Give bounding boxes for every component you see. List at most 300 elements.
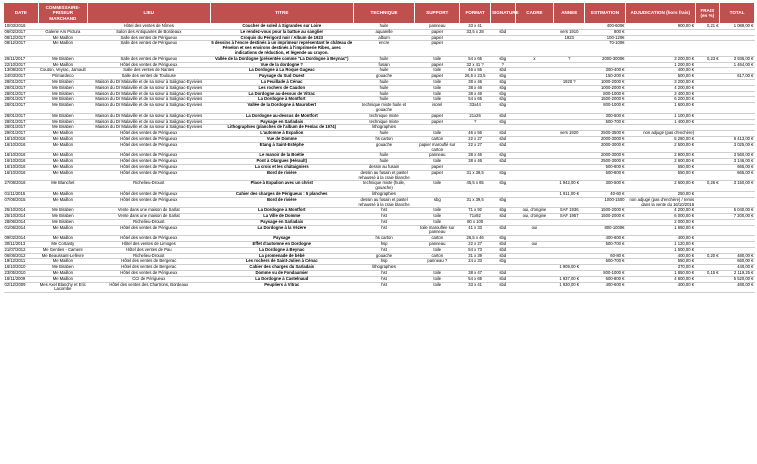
cell-technique: hst	[353, 276, 414, 282]
cell-titre: Effet d'automne en Dordogne	[210, 242, 353, 248]
cell-support: toile	[415, 214, 460, 220]
cell-titre: La Dordogne à Montfort	[210, 208, 353, 214]
cell-lieu: Salle des ventes de Périgueux	[87, 35, 210, 41]
column-header-adjudication: ADJUDICATION (hors frais)	[626, 3, 696, 24]
cell-format: 38 x 46	[460, 91, 491, 97]
cell-estimation: 2500-3000 €	[585, 159, 626, 165]
cell-adjudication: 2 000,00 €	[626, 219, 696, 225]
cell-adjudication: 2 600,00 €	[626, 181, 696, 192]
cell-format: 45,5 x 65	[460, 181, 491, 192]
cell-format	[460, 41, 491, 56]
cell-cadre	[515, 170, 554, 181]
cell-technique: huile	[353, 153, 414, 159]
cell-lieu: Hôtel des ventes de Périgueux	[87, 153, 210, 159]
column-header-support: SUPPORT	[415, 3, 460, 24]
cell-signature: sbd	[490, 225, 515, 236]
cell-signature: sbd	[490, 276, 515, 282]
cell-format: 54 x 73	[460, 247, 491, 253]
cell-total: 3 150,00 €	[720, 181, 755, 192]
cell-lieu: Vente dans une maison de Sarlat	[87, 208, 210, 214]
cell-annee: 1 937,00 €	[554, 276, 585, 282]
cell-total: 665,00 €	[720, 170, 755, 181]
cell-date: 29/01/2017	[4, 131, 39, 137]
cell-support: carton	[415, 136, 460, 142]
cell-commissaire: Me Maillon	[38, 62, 87, 68]
cell-annee	[554, 103, 585, 114]
cell-format: 33x44	[460, 103, 491, 114]
cell-titre: Etang à Saint-Estèphe	[210, 142, 353, 153]
cell-signature: sbg	[490, 170, 515, 181]
cell-format: 38 x 46	[460, 159, 491, 165]
table-row	[4, 282, 755, 293]
auction-table	[3, 2, 755, 293]
cell-commissaire: Me Biraben	[38, 265, 87, 271]
cell-adjudication: 250,00 €	[626, 191, 696, 197]
cell-commissaire: Me Maillon	[38, 159, 87, 165]
cell-estimation: 1500-2000 €	[585, 214, 626, 220]
cell-format: 31 x 39,5	[460, 170, 491, 181]
cell-cadre	[515, 103, 554, 114]
cell-format: 54 x 65	[460, 276, 491, 282]
cell-date: 22/10/2017	[4, 62, 39, 68]
cell-technique: hs carton	[353, 236, 414, 242]
cell-support: toile	[415, 131, 460, 137]
cell-titre: Paysage en Sarladais	[210, 119, 353, 125]
column-header-cadre: CADRE	[515, 3, 554, 24]
cell-adjudication: non adjugé (pas d'enchère)	[626, 131, 696, 137]
cell-technique: album	[353, 35, 414, 41]
cell-lieu: Richelieu-Drouot	[87, 253, 210, 259]
cell-estimation: 1500-2000 €	[585, 97, 626, 103]
cell-total: 660,00 €	[720, 259, 755, 265]
cell-signature: sbg	[490, 181, 515, 192]
cell-titre: La Dordogne au-dessus de Montfort	[210, 113, 353, 119]
cell-commissaire: Me Biraben	[38, 214, 87, 220]
cell-date: 25/10/2014	[4, 208, 39, 214]
cell-titre: La Dordogne à Montfort	[210, 97, 353, 103]
cell-signature: sbd	[490, 131, 515, 137]
cell-titre: La croix et les châtaigniers	[210, 164, 353, 170]
cell-date: 10/03/2018	[4, 24, 39, 30]
cell-estimation: 300-400 €	[585, 68, 626, 74]
cell-support: papier	[415, 29, 460, 35]
column-header-format: FORMAT	[460, 3, 491, 24]
cell-estimation: 1000-2000 €	[585, 79, 626, 85]
cell-adjudication: 550,00 €	[626, 164, 696, 170]
cell-titre: Place à Expalion avec un christ	[210, 181, 353, 192]
cell-date: 16/10/2016	[4, 170, 39, 181]
cell-commissaire: Me Biraben	[38, 219, 87, 225]
cell-signature: sbd	[490, 214, 515, 220]
cell-annee: 1923	[554, 35, 585, 41]
cell-estimation: 1000-1500	[585, 197, 626, 208]
cell-frais	[695, 197, 720, 208]
cell-lieu: Salle des ventes de Périgueux	[87, 56, 210, 62]
cell-cadre	[515, 181, 554, 192]
cell-date: 02/12/2009	[4, 282, 39, 293]
cell-titre: Vue de la dordogne ?	[210, 62, 353, 68]
cell-total: 1 464,00 €	[720, 62, 755, 68]
cell-cadre	[515, 142, 554, 153]
cell-signature: sbg	[490, 197, 515, 208]
cell-commissaire: Me Maillon	[38, 170, 87, 181]
cell-titre: Pont à Olargues (Hérault)	[210, 159, 353, 165]
cell-commissaire: Me Blanchet	[38, 181, 87, 192]
cell-date: 21/07/2012	[4, 247, 39, 253]
cell-adjudication: 400,00 €	[626, 282, 696, 293]
cell-commissaire: Me Biraben	[38, 113, 87, 119]
cell-format: 22 x 27	[460, 142, 491, 153]
cell-technique: hsp	[353, 242, 414, 248]
cell-commissaire: Galerie Ars Pictura	[38, 29, 87, 35]
cell-lieu: Hôtel des ventes de Périgueux	[87, 197, 210, 208]
cell-format: 46 x 55	[460, 68, 491, 74]
cell-format: 32 x 41 ?	[460, 62, 491, 68]
cell-commissaire: Me Maillon	[38, 197, 87, 208]
cell-adjudication: 4 200,00 €	[626, 208, 696, 214]
cell-signature: sbg	[490, 259, 515, 265]
cell-cadre	[515, 282, 554, 293]
cell-date: 27/08/2016	[4, 181, 39, 192]
cell-adjudication: 1 200,00 €	[626, 62, 696, 68]
cell-adjudication: 1 600,00 €	[626, 103, 696, 114]
cell-adjudication: 5 280,00 €	[626, 136, 696, 142]
cell-lieu: Hôtel des ventes de Périgueux	[87, 159, 210, 165]
cell-adjudication: 4 600,00 €	[626, 276, 696, 282]
cell-titre: La Ville de Domme	[210, 214, 353, 220]
cell-support: panneau	[415, 153, 460, 159]
cell-commissaire: Me Beaussant-Lefèvre	[38, 253, 87, 259]
cell-estimation: 2000-3000 €	[585, 136, 626, 142]
cell-estimation: 100-120€	[585, 35, 626, 41]
cell-support: toile	[415, 271, 460, 277]
cell-date: 19/12/2011	[4, 259, 39, 265]
cell-estimation: 800-1000 €	[585, 91, 626, 97]
cell-annee: 1 930,00 €	[554, 282, 585, 293]
cell-titre: Les rochers de Saint-Julien à Cénac	[210, 259, 353, 265]
cell-estimation: 500-700 €	[585, 242, 626, 248]
cell-total	[720, 41, 755, 56]
cell-date: 26/11/2017	[4, 56, 39, 62]
column-header-total: TOTAL	[720, 3, 755, 24]
cell-support: toile	[415, 68, 460, 74]
cell-adjudication: 400,00 €	[626, 253, 696, 259]
cell-titre: Coucher de soleil à Sigrandes sur Loire	[210, 24, 353, 30]
cell-titre: Peupliers à Vitrac	[210, 282, 353, 293]
cell-technique: gouache	[353, 142, 414, 153]
cell-date: 16/10/2016	[4, 164, 39, 170]
cell-format: 46 x 55	[460, 131, 491, 137]
cell-total: 3 936,00 €	[720, 56, 755, 62]
cell-adjudication: 6 200,00 €	[626, 97, 696, 103]
cell-commissaire: Me Biraben	[38, 97, 87, 103]
cell-frais	[695, 142, 720, 153]
cell-cadre	[515, 197, 554, 208]
header-row	[4, 3, 755, 24]
cell-commissaire: Couton, Veyrac, Jamault	[40, 67, 86, 73]
cell-annee: SAF 1936	[554, 208, 585, 214]
cell-support: papier	[415, 62, 460, 68]
cell-support: papier	[415, 35, 460, 41]
cell-frais	[695, 225, 720, 236]
cell-lieu: Hôtel des ventes de Périgueux	[87, 271, 210, 277]
cell-titre: La Dordogne à Beynac	[210, 247, 353, 253]
cell-annee: 1 942,00 €	[554, 181, 585, 192]
cell-adjudication: 500,00 €	[626, 74, 696, 80]
cell-date: 30/11/2013	[4, 242, 39, 248]
cell-adjudication: 370,00 €	[626, 265, 696, 271]
cell-support: toile	[415, 91, 460, 97]
cell-format: ?	[460, 119, 491, 125]
table-row	[4, 103, 755, 114]
cell-technique: hst	[353, 208, 414, 214]
cell-adjudication: 2 600,00 €	[626, 159, 696, 165]
cell-cadre: oui, d'origine	[515, 208, 554, 214]
cell-cadre	[515, 41, 554, 56]
cell-technique: lithographies	[353, 265, 414, 271]
cell-commissaire: Me Biraben	[38, 91, 87, 97]
table-row	[4, 225, 755, 236]
cell-signature: sbg	[490, 103, 515, 114]
cell-total: 440,00 €	[720, 265, 755, 271]
cell-adjudication: 1 650,00 €	[626, 225, 696, 236]
cell-format: 31 x 39	[460, 253, 491, 259]
cell-format: 26,5 x 23,5	[460, 74, 491, 80]
cell-support: toile	[415, 56, 460, 62]
cell-adjudication: 1 500,00 €	[626, 247, 696, 253]
cell-format: 38 x 46	[460, 79, 491, 85]
column-header-frais: FRAIS (en %)	[695, 3, 720, 24]
cell-total: 480,00 €	[720, 282, 755, 293]
cell-total: 3 560,00 €	[720, 153, 755, 159]
cell-technique: fusain	[353, 62, 414, 68]
cell-date: 09/02/2014	[4, 236, 39, 242]
cell-date: 06/02/2017	[4, 29, 39, 35]
cell-lieu: Hôtel des ventes de Périgueux	[87, 236, 210, 242]
cell-frais: 0,26 €	[695, 181, 720, 192]
cell-technique: hs carton	[353, 136, 414, 142]
cell-commissaire: Me Maillon	[38, 136, 87, 142]
cell-technique: aquarelle	[353, 29, 414, 35]
cell-support: sbg	[415, 197, 460, 208]
cell-support: toile	[415, 97, 460, 103]
cell-adjudication: 400,00 €	[626, 236, 696, 242]
cell-signature: sbd	[490, 142, 515, 153]
cell-support: toile	[415, 85, 460, 91]
cell-lieu: Hôtel des ventes de Périgueux	[87, 191, 210, 197]
cell-commissaire: Me Cortanty	[38, 242, 87, 248]
cell-signature: sbd	[490, 253, 515, 259]
cell-adjudication: 1 100,00 €	[626, 113, 696, 119]
cell-technique: huile	[353, 159, 414, 165]
cell-estimation: 400-600€	[585, 24, 626, 30]
cell-adjudication: 1 850,00 €	[626, 271, 696, 277]
cell-technique: technique mixte (huile, gouache)	[353, 181, 414, 192]
cell-lieu: Hôtel des ventes de Périgueux	[87, 170, 210, 181]
cell-frais: 0,20 €	[695, 253, 720, 259]
cell-titre: Vallée de la Dordogne (présentée comme "La Dordogne à Beynac")	[210, 56, 353, 62]
cell-estimation: 400-600 €	[585, 236, 626, 242]
cell-titre: Domme vu de Fondaumier	[210, 271, 353, 277]
cell-signature: sbg	[490, 74, 515, 80]
cell-annee: 1 909,00 €	[554, 265, 585, 271]
cell-signature: sbg	[490, 56, 515, 62]
cell-signature: sbg	[490, 97, 515, 103]
cell-date: 07/06/2015	[4, 197, 39, 208]
cell-date: 28/01/2017	[4, 91, 39, 97]
cell-support: papier	[415, 164, 460, 170]
cell-titre: Croquis du Périgord noir / Album de 1923	[210, 35, 353, 41]
cell-commissaire: Me Maillon	[38, 41, 87, 56]
cell-adjudication: 2 500,00 €	[626, 142, 696, 153]
cell-support: panneau	[415, 242, 460, 248]
cell-lieu: Hôtel des ventes de Bergerac	[87, 259, 210, 265]
cell-format: 71 x 92	[460, 208, 491, 214]
cell-total: 2 119,25 €	[720, 271, 755, 277]
cell-commissaire: Me Maillon	[38, 142, 87, 153]
cell-support: papier	[415, 113, 460, 119]
cell-cadre: oui	[515, 242, 554, 248]
cell-technique: huile	[353, 131, 414, 137]
cell-date: 13/08/2017	[4, 68, 39, 74]
cell-lieu: Hôtel des ventes de Périgueux	[87, 62, 210, 68]
cell-lieu: Hôtel des ventes de Périgueux	[87, 136, 210, 142]
cell-estimation: 2000-3000 €	[585, 153, 626, 159]
cell-lieu: Maison du Dr Malaville et de sa sœur à Salignac-Eyvivies	[87, 103, 210, 114]
cell-commissaire: Me Biraben	[38, 79, 87, 85]
cell-frais	[695, 282, 720, 293]
cell-adjudication: 400,00 €	[626, 68, 696, 74]
cell-lieu: Maison du Dr Malaville et de sa sœur à Salignac-Eyvivies	[87, 91, 210, 97]
cell-estimation: 2000-3000 €	[585, 142, 626, 153]
cell-cadre: oui	[515, 225, 554, 236]
cell-titre: Paysage	[210, 236, 353, 242]
cell-format: 22 x 27	[460, 242, 491, 248]
cell-commissaire: Me Maillon	[38, 225, 87, 236]
cell-titre: La Feuillade à Cénac	[210, 79, 353, 85]
cell-adjudication: 6 000,00 €	[626, 214, 696, 220]
cell-commissaire: Me Biraben	[38, 208, 87, 214]
cell-format: 41 x 33	[460, 225, 491, 236]
cell-annee	[554, 225, 585, 236]
cell-frais	[695, 103, 720, 114]
cell-total	[720, 197, 755, 208]
cell-signature: sbd	[490, 271, 515, 277]
cell-titre: La promenade de bébé	[210, 253, 353, 259]
cell-format: 54 x 65	[460, 56, 491, 62]
cell-titre: La Dordogne au-dessus de Vitrac	[210, 91, 353, 97]
cell-total: 3 025,00 €	[720, 142, 755, 153]
cell-technique: gouache	[353, 74, 414, 80]
cell-estimation: 60-80 €	[585, 253, 626, 259]
cell-adjudication: 1 120,00 €	[626, 242, 696, 248]
cell-technique: hst	[353, 271, 414, 277]
cell-format: 22 x 27	[460, 136, 491, 142]
cell-titre: L'automne à Expalion	[210, 131, 353, 137]
cell-lieu: Maison du Dr Malaville et de sa sœur à Salignac-Eyvivies	[87, 119, 210, 125]
cell-date: 28/01/2017	[4, 119, 39, 125]
cell-adjudication: 1 400,00 €	[626, 119, 696, 125]
cell-technique: huile	[353, 85, 414, 91]
cell-estimation: 1500-2000 €	[585, 208, 626, 214]
cell-technique: technique mixte	[353, 113, 414, 119]
cell-cadre: oui, d'origine	[515, 214, 554, 220]
cell-titre: Paysage en Sarladais	[210, 219, 353, 225]
cell-lieu: Maison du Dr Malaville et de sa sœur à Salignac-Eyvivies	[87, 113, 210, 119]
cell-annee	[554, 142, 585, 153]
cell-titre: La Dordogne à Castelnaud	[210, 276, 353, 282]
cell-technique: hst	[353, 214, 414, 220]
cell-signature: sbd	[490, 113, 515, 119]
cell-signature: sbd	[490, 136, 515, 142]
cell-estimation: 40-60 €	[585, 191, 626, 197]
cell-adjudication: non adjugé (pas d'enchère) / remis dans la vente du 16/10/2016	[626, 197, 696, 208]
cell-estimation: 800-1000 €	[585, 103, 626, 114]
cell-lieu: Richelieu-Drouot	[87, 219, 210, 225]
cell-annee: ?	[554, 56, 585, 62]
cell-support: papier	[415, 119, 460, 125]
cell-lieu: Vente dans une maison de Sarlat	[87, 214, 210, 220]
cell-support: isorel	[415, 103, 460, 114]
cell-support: toile	[415, 276, 460, 282]
cell-commissaire: Me Maillon	[38, 153, 87, 159]
cell-date: 16/10/2016	[4, 136, 39, 142]
cell-date: 06/06/2012	[4, 253, 39, 259]
cell-lieu: Hôtel des ventes de Limoges	[87, 242, 210, 248]
table-row	[4, 142, 755, 153]
cell-total: 617,00 €	[720, 74, 755, 80]
cell-commissaire: Me Biraben	[38, 85, 87, 91]
cell-date: 28/01/2017	[4, 79, 39, 85]
cell-technique: dessin au fusain	[353, 164, 414, 170]
cell-signature: ?	[490, 62, 515, 68]
cell-estimation: 2500-3500 €	[585, 131, 626, 137]
cell-format: 33,5 x 28	[460, 29, 491, 35]
cell-format: 24 x 33	[460, 259, 491, 265]
cell-total	[720, 103, 755, 114]
cell-lieu: Hôtel des ventes de Périgueux	[87, 164, 210, 170]
cell-total: 665,00 €	[720, 164, 755, 170]
cell-technique: huile	[353, 56, 414, 62]
cell-technique: huile	[353, 91, 414, 97]
cell-technique: hsp	[353, 259, 414, 265]
cell-commissaire: Me Biraben	[38, 125, 87, 131]
column-header-titre: TITRE	[210, 3, 353, 24]
column-header-commissaire: COMMISSAIRE-PRISEUR MARCHAND	[38, 3, 87, 24]
cell-signature: sbd	[490, 159, 515, 165]
cell-commissaire: Me Maillon	[38, 131, 87, 137]
cell-lieu: Hôtel des ventes de Nîmes	[87, 24, 210, 30]
cell-estimation: 800 €	[585, 29, 626, 35]
cell-annee: 1 911,00 €	[554, 191, 585, 197]
cell-total: 1 089,00 €	[720, 24, 755, 30]
cell-technique: lithographies	[353, 191, 414, 197]
cell-total: 7 200,00 €	[720, 214, 755, 220]
cell-annee	[554, 197, 585, 208]
cell-estimation: 70-100€	[585, 41, 626, 56]
cell-support: toile	[415, 79, 460, 85]
cell-technique: dessin au fusain et pastel rehaussé à la craie blanche	[353, 197, 414, 208]
cell-adjudication: 3 200,00 €	[626, 79, 696, 85]
cell-signature: sbd	[490, 282, 515, 293]
cell-date: 28/01/2017	[4, 97, 39, 103]
cell-titre: Paysage du Sud Ouest	[210, 74, 353, 80]
cell-lieu: Hôtel des ventes de Périgueux	[87, 225, 210, 236]
cell-format: 80 x 100	[460, 219, 491, 225]
cell-lieu: Salle des ventes de Nantes	[87, 68, 210, 74]
cell-date: 16/10/2016	[4, 142, 39, 153]
cell-commissaire: Me Maillon	[38, 259, 87, 265]
